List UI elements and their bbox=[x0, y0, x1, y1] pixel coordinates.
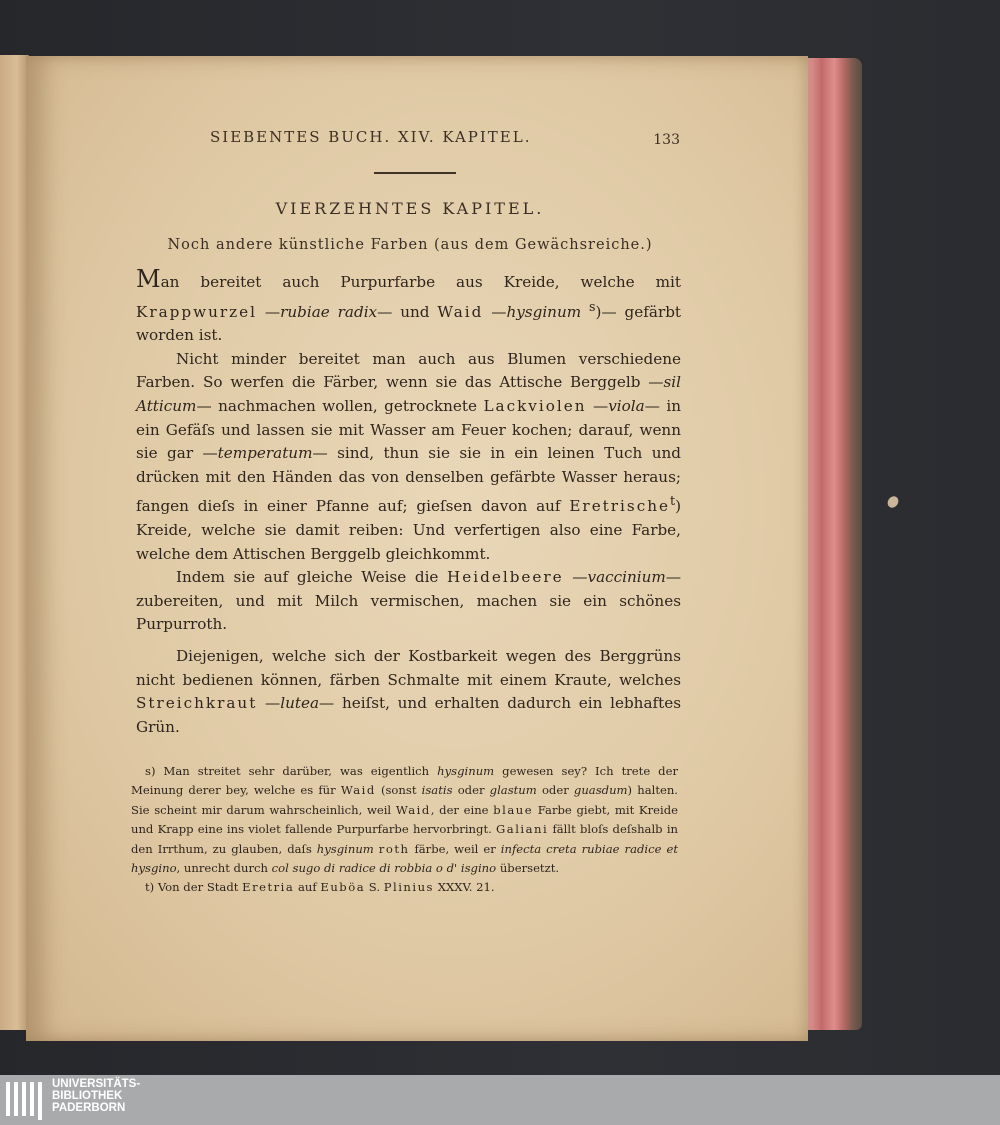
text-run bbox=[581, 303, 589, 321]
footnotes bbox=[131, 762, 678, 898]
text-run: — heiſst, und erhalten dadurch ein lebhaftes Grün. bbox=[136, 694, 682, 736]
paragraph-2 bbox=[136, 348, 681, 566]
latin-term: glastum bbox=[489, 783, 537, 798]
latin-term: guasdum bbox=[573, 783, 628, 798]
text-run: , der eine bbox=[430, 802, 494, 817]
term-eretrische: Eretrische bbox=[569, 497, 670, 516]
latin-term: infecta creta rubiae radice et hysgino bbox=[131, 841, 678, 876]
library-name-line: PADERBORN bbox=[52, 1102, 126, 1114]
paragraph-1 bbox=[136, 265, 682, 348]
term-waid: Waid bbox=[340, 783, 376, 798]
text-run: (sonst bbox=[375, 783, 422, 798]
latin-term: hysginum bbox=[506, 302, 582, 321]
latin-term: vaccinium bbox=[587, 568, 666, 587]
text-run: Diejenigen, welche sich der Kostbarkeit wegen des Berggrüns nicht bedienen können, färben Schmalte mit einem Kraute, welches bbox=[136, 647, 681, 689]
text-run: ) halten. Sie scheint mir darum wahrscheinlich, weil bbox=[131, 783, 678, 817]
text-run: an bereitet auch Purpurfarbe aus Kreide, welche mit bbox=[160, 273, 681, 291]
latin-term: col sugo di radice di robbia o d' isgino bbox=[271, 861, 497, 876]
term-waid: Waid bbox=[437, 302, 484, 321]
text-run: XXXV. 21. bbox=[434, 880, 495, 895]
term-euboa: Euböa bbox=[320, 880, 366, 895]
term-galiani: Galiani bbox=[496, 822, 549, 837]
text-run: t) Von der Stadt bbox=[145, 880, 243, 895]
term-waid: Waid bbox=[395, 802, 431, 817]
term-krappwurzel: Krappwurzel bbox=[136, 302, 257, 321]
footnote-ref: s bbox=[589, 298, 596, 314]
running-header bbox=[210, 128, 680, 152]
latin-term: rubiae radix bbox=[280, 302, 378, 321]
text-run: Indem sie auf gleiche Weise die bbox=[176, 568, 448, 587]
left-page-edge bbox=[0, 55, 29, 1030]
header-rule bbox=[374, 172, 456, 174]
library-footer-bar bbox=[0, 1075, 1000, 1125]
page-edges-red bbox=[800, 58, 862, 1030]
text-run: färbe, weil er bbox=[409, 841, 501, 856]
text-run: ) Kreide, welche sie damit reiben: Und verfertigen also eine Farbe, welche dem Attischen Berggelb gleichkommt. bbox=[136, 497, 681, 563]
latin-term: sil Atticum bbox=[136, 373, 681, 416]
footnote-ref: t bbox=[669, 493, 676, 509]
text-run: — bbox=[257, 302, 281, 321]
paragraph-3 bbox=[136, 566, 681, 637]
chapter-subtitle: Noch andere künstliche Farben (aus dem Gewächsreiche.) bbox=[167, 237, 653, 253]
term-roth: roth bbox=[378, 841, 410, 856]
term-heidelbeere: Heidelbeere bbox=[447, 568, 564, 587]
library-name-line: UNIVERSITÄTS- bbox=[52, 1078, 141, 1090]
text-run: — bbox=[586, 397, 609, 416]
library-logo-icon bbox=[4, 1080, 48, 1120]
text-run: fällt bloſs deſshalb in den Irrthum, zu glauben, daſs bbox=[131, 822, 678, 856]
term-streichkraut: Streichkraut bbox=[136, 694, 258, 713]
text-run: übersetzt. bbox=[496, 861, 560, 876]
footnote-t bbox=[131, 878, 678, 897]
chapter-title: VIERZEHNTES KAPITEL. bbox=[275, 199, 545, 218]
footnote-s bbox=[131, 762, 678, 878]
text-run: — nachmachen wollen, getrocknete bbox=[196, 397, 484, 416]
latin-term: temperatum bbox=[217, 444, 313, 463]
drop-cap: M bbox=[136, 265, 161, 293]
latin-term: viola bbox=[608, 397, 645, 416]
text-run: , unrecht durch bbox=[176, 861, 272, 876]
text-run: S. bbox=[365, 880, 384, 895]
text-run: oder bbox=[452, 783, 490, 798]
text-run: — in ein Gefäſs und lassen sie mit Wasser am Feuer kochen; darauf, wenn sie gar — bbox=[136, 397, 681, 463]
page-number: 133 bbox=[653, 132, 680, 148]
text-run: — sind, thun sie sie in ein leinen Tuch und drücken mit den Händen das von denselben gefärbte Wasser heraus; fangen dieſs in einer Pfanne auf; gieſsen davon auf bbox=[136, 444, 681, 516]
text-run: Nicht minder bereitet man auch aus Blumen verschiedene Farben. So werfen die Färber, wenn sie das Attische Berggelb — bbox=[136, 349, 681, 392]
text-run: )— gefärbt worden ist. bbox=[136, 302, 682, 345]
text-run: — zubereiten, und mit Milch vermischen, machen sie ein schönes Purpurroth. bbox=[136, 568, 681, 634]
text-run: auf bbox=[294, 880, 321, 895]
text-run: oder bbox=[536, 783, 574, 798]
latin-term: isatis bbox=[421, 783, 453, 798]
paragraph-4 bbox=[136, 645, 681, 739]
latin-term: hysginum bbox=[316, 841, 374, 856]
text-run: — und bbox=[377, 302, 438, 321]
running-title: SIEBENTES BUCH. XIV. KAPITEL. bbox=[210, 128, 532, 146]
text-run: gewesen sey? Ich trete der Meinung derer bey, welche es für bbox=[131, 764, 678, 798]
text-run: — bbox=[257, 694, 281, 713]
text-run: — bbox=[563, 568, 588, 587]
term-lackviolen: Lackviolen bbox=[483, 397, 587, 416]
term-eretria: Eretria bbox=[242, 880, 295, 895]
latin-term: hysginum bbox=[437, 764, 495, 778]
term-plinius: Plinius bbox=[383, 880, 435, 895]
text-run: Farbe giebt, mit Kreide und Krapp eine ins violet fallende Purpurfarbe hervorbringt. bbox=[131, 802, 678, 837]
library-name bbox=[52, 1078, 140, 1114]
text-run: — bbox=[483, 302, 507, 321]
body-text bbox=[136, 265, 682, 739]
library-name-line: BIBLIOTHEK bbox=[52, 1090, 123, 1102]
latin-term: lutea bbox=[280, 694, 320, 713]
term-blaue: blaue bbox=[493, 802, 534, 817]
text-run: s) Man streitet sehr darüber, was eigentlich bbox=[145, 764, 438, 778]
